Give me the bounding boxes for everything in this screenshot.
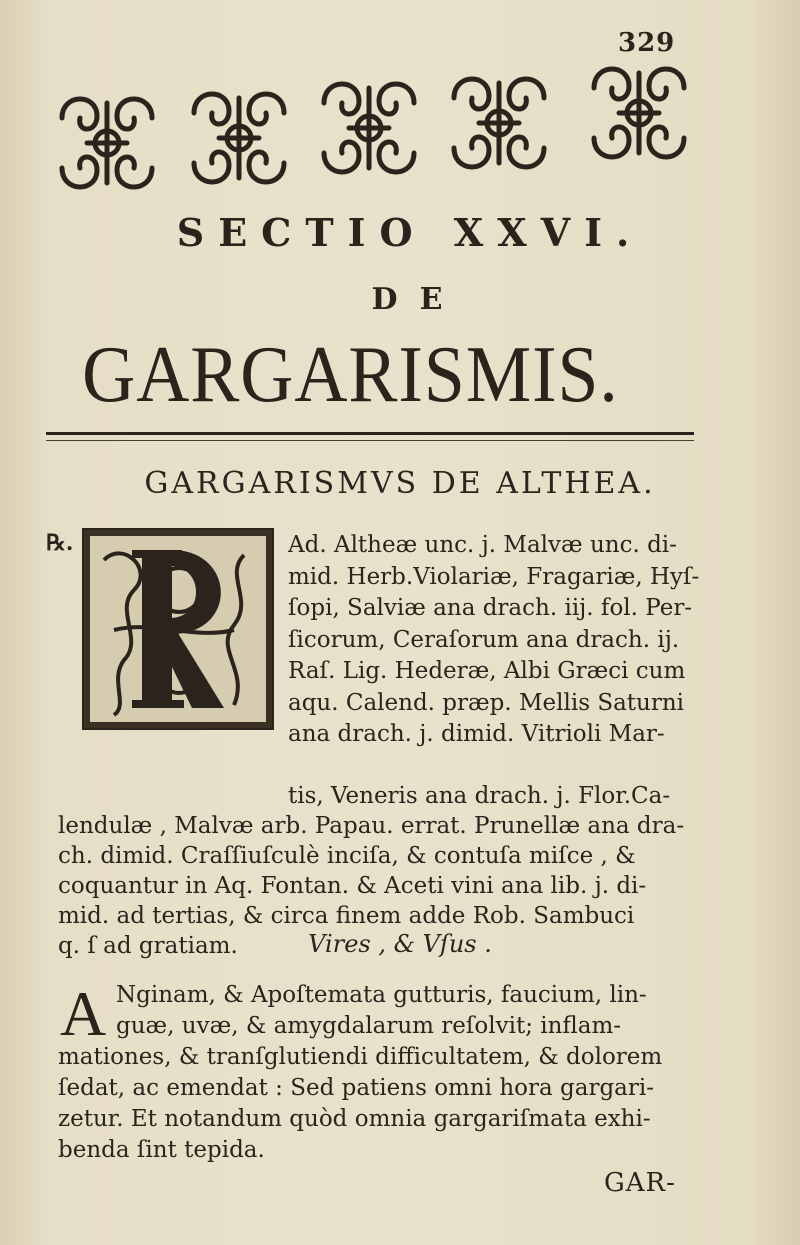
paragraph-line: guæ, uvæ, & amygdalarum reſolvit; inflam- (116, 1013, 622, 1039)
paragraph-line: zetur. Et notandum quòd omnia gargariſmata exhi- (58, 1106, 651, 1132)
paragraph-line: ſedat, ac emendat : Sed patiens omni hora gargari- (58, 1075, 655, 1101)
recipe-line: lendulæ , Malvæ arb. Papau. errat. Prunellæ ana dra- (58, 813, 685, 839)
recipe-line: Raſ. Lig. Hederæ, Albi Græci cum (288, 658, 686, 684)
recipe-line: mid. ad tertias, & circa finem adde Rob. Sambuci (58, 903, 635, 929)
recipe-line: ch. dimid. Craſſiuſculè inciſa, & contuſa miſce , & (58, 843, 636, 869)
ornamental-headpiece (44, 58, 714, 198)
page-number: 329 (618, 28, 676, 58)
paragraph-line: benda ſint tepida. (58, 1137, 265, 1163)
recipe-sign: ℞. (46, 530, 74, 556)
chapter-title: GARGARISMIS. (82, 331, 619, 419)
recipe-line: Ad. Altheæ unc. j. Malvæ unc. di- (288, 532, 677, 558)
paragraph-initial: A (60, 978, 107, 1049)
recipe-text-beside-initial (288, 530, 708, 751)
section-preposition: DE (371, 282, 465, 317)
recipe-heading: GARGARISMVS DE ALTHEA. (144, 466, 656, 501)
recipe-line: coquantur in Aq. Fontan. & Aceti vini ana lib. j. di- (58, 873, 647, 899)
recipe-line: ſopi, Salviæ ana drach. iij. fol. Per- (288, 595, 693, 621)
title-rule (46, 432, 694, 435)
paragraph-line: mationes, & tranſglutiendi difficultatem, & dolorem (58, 1044, 663, 1070)
recipe-line: ana drach. j. dimid. Vitrioli Mar- (288, 721, 665, 747)
section-title: SECTIO XXVI. (176, 210, 644, 255)
recipe-line: ſicorum, Ceraſorum ana drach. ij. (288, 626, 680, 653)
uses-heading: Vires , & Vſus . (308, 930, 492, 958)
uses-paragraph (58, 980, 714, 1166)
title-rule-thin (46, 440, 694, 441)
catchword: GAR- (604, 1168, 676, 1198)
recipe-line: aqu. Calend. præp. Mellis Saturni (288, 689, 685, 716)
recipe-line: mid. Herb.Violariæ, Fragariæ, Hyſ- (288, 563, 700, 590)
recipe-line: q. ſ ad gratiam. (58, 933, 238, 959)
paragraph-line: Nginam, & Apoſtemata gutturis, faucium, lin- (116, 982, 647, 1008)
decorated-initial-r (82, 528, 274, 730)
recipe-line: tis, Veneris ana drach. j. Flor.Ca- (288, 783, 671, 809)
